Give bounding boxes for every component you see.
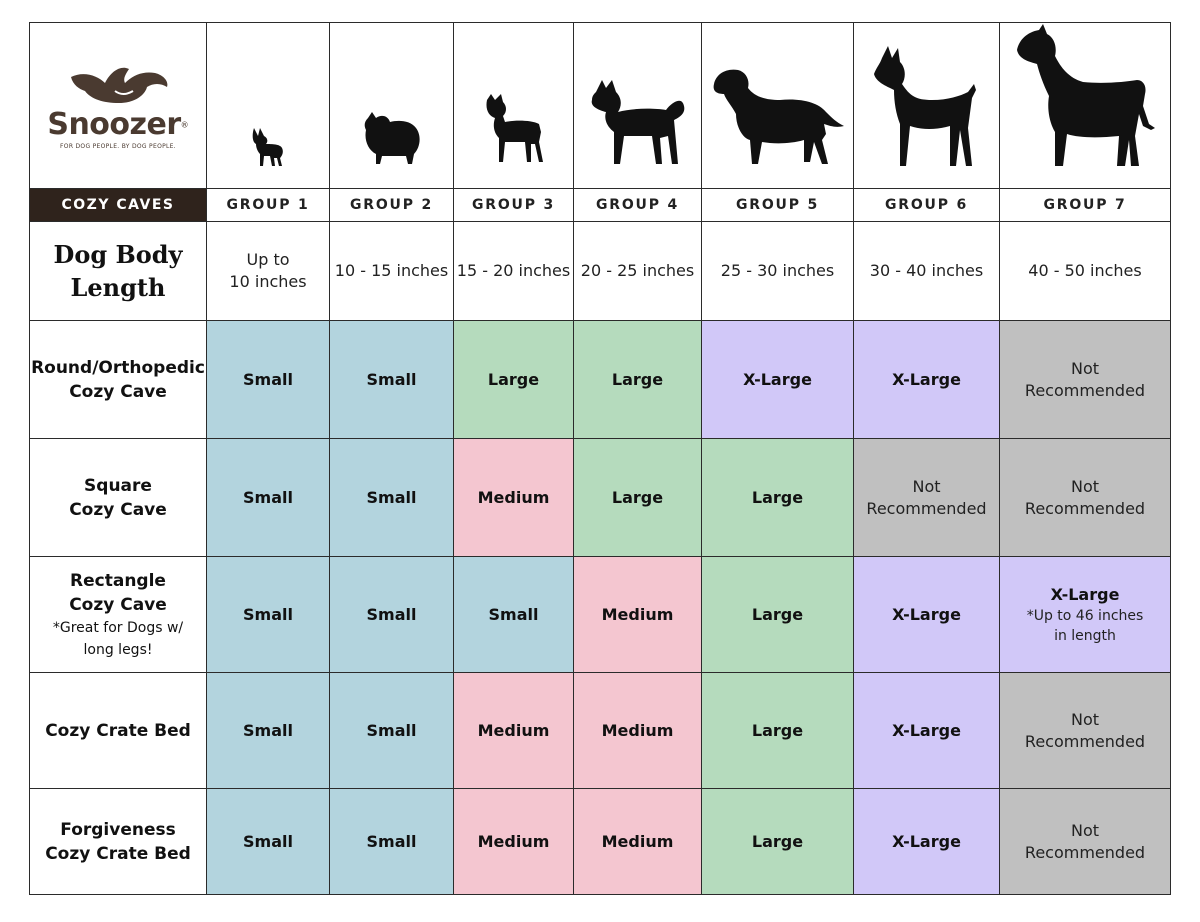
size-cell-group-5 — [702, 557, 854, 673]
length-group-1-line2: 10 inches — [229, 272, 307, 291]
size-label: X-Large — [1050, 584, 1120, 604]
size-label: Small — [243, 831, 293, 851]
product-row — [30, 673, 1171, 789]
group-4-header: GROUP 4 — [574, 189, 702, 222]
not-recommended-line2: Recommended — [1024, 498, 1146, 518]
product-name-note: *Great for Dogs w/ long legs! — [52, 619, 184, 658]
size-cell-group-5 — [702, 673, 854, 789]
great-dane-silhouette-icon — [1013, 24, 1157, 172]
size-label: Large — [751, 487, 804, 507]
product-rows — [30, 321, 1171, 895]
size-cell-group-4 — [574, 321, 702, 439]
body-length-label-line1: Dog Body — [53, 240, 183, 269]
size-chart-table — [29, 22, 1171, 895]
size-cell-group-7 — [1000, 789, 1171, 895]
boston-terrier-silhouette-icon — [479, 92, 549, 168]
product-name-line1: Cozy Crate Bed — [45, 720, 191, 741]
size-cell-group-4 — [574, 673, 702, 789]
logo-cell — [30, 23, 207, 189]
size-cell-group-2 — [330, 789, 454, 895]
size-cell-group-1 — [207, 673, 330, 789]
size-cell-group-7 — [1000, 557, 1171, 673]
length-group-3: 15 - 20 inches — [454, 222, 574, 321]
size-cell-group-7 — [1000, 321, 1171, 439]
size-cell-group-5 — [702, 789, 854, 895]
product-name-cell — [30, 439, 207, 557]
size-cell-group-3 — [454, 673, 574, 789]
group-1-header: GROUP 1 — [207, 189, 330, 222]
size-cell-group-2 — [330, 673, 454, 789]
size-label: Large — [611, 487, 664, 507]
not-recommended-line1: Not — [1070, 476, 1100, 496]
akita-silhouette-icon — [588, 76, 688, 172]
size-cell-group-3 — [454, 557, 574, 673]
size-label: Small — [366, 831, 417, 851]
length-group-1-line1: Up to — [246, 250, 290, 269]
size-cell-group-3 — [454, 321, 574, 439]
product-name-line2: Cozy Crate Bed — [45, 843, 191, 864]
not-recommended-line2: Recommended — [866, 498, 987, 518]
group-2-dog-cell — [330, 23, 454, 189]
size-cell-group-1 — [207, 789, 330, 895]
not-recommended-line1: Not — [1070, 820, 1100, 840]
size-label: Medium — [477, 720, 550, 740]
group-7-dog-cell — [1000, 23, 1171, 189]
product-name-line2: Cozy Cave — [69, 381, 167, 402]
product-name-line1: Round/Orthopedic — [31, 357, 205, 378]
size-cell-group-6 — [854, 321, 1000, 439]
group-7-header: GROUP 7 — [1000, 189, 1171, 222]
snoozer-dog-logo-icon — [63, 61, 173, 109]
product-row — [30, 439, 1171, 557]
brand-name: Snoozer — [47, 107, 181, 142]
size-label: Medium — [477, 831, 550, 851]
chihuahua-silhouette-icon — [248, 122, 288, 170]
size-cell-group-3 — [454, 439, 574, 557]
size-cell-group-2 — [330, 439, 454, 557]
size-label: Small — [366, 369, 417, 389]
group-6-header: GROUP 6 — [854, 189, 1000, 222]
size-cell-group-2 — [330, 321, 454, 439]
size-label: X-Large — [892, 369, 961, 389]
size-label: Small — [243, 720, 293, 740]
size-label: Large — [611, 369, 664, 389]
golden-retriever-silhouette-icon — [710, 66, 846, 170]
doberman-silhouette-icon — [872, 44, 982, 172]
product-row — [30, 557, 1171, 673]
size-note: *Up to 46 inches in length — [1026, 607, 1144, 644]
product-row — [30, 321, 1171, 439]
not-recommended-line1: Not — [912, 476, 941, 496]
length-group-1 — [207, 222, 330, 321]
body-length-label-line2: Length — [70, 273, 166, 302]
pomeranian-silhouette-icon — [360, 108, 424, 168]
size-cell-group-6 — [854, 673, 1000, 789]
size-cell-group-4 — [574, 557, 702, 673]
length-group-5: 25 - 30 inches — [702, 222, 854, 321]
length-group-6: 30 - 40 inches — [854, 222, 1000, 321]
size-cell-group-1 — [207, 557, 330, 673]
size-label: X-Large — [743, 369, 812, 389]
size-label: X-Large — [892, 831, 961, 851]
product-name-line1: Rectangle — [70, 570, 166, 591]
size-cell-group-1 — [207, 439, 330, 557]
size-label: Small — [243, 604, 293, 624]
size-label: X-Large — [892, 720, 961, 740]
group-3-dog-cell — [454, 23, 574, 189]
size-cell-group-4 — [574, 439, 702, 557]
group-header-row — [30, 189, 1171, 222]
size-label: Large — [487, 369, 540, 389]
size-cell-group-4 — [574, 789, 702, 895]
size-cell-group-6 — [854, 789, 1000, 895]
dog-silhouette-row — [30, 23, 1171, 189]
size-cell-group-1 — [207, 321, 330, 439]
size-label: Large — [751, 831, 804, 851]
size-cell-group-6 — [854, 557, 1000, 673]
product-name-line1: Square — [84, 475, 152, 496]
size-cell-group-2 — [330, 557, 454, 673]
size-label: Medium — [601, 831, 674, 851]
not-recommended-line2: Recommended — [1024, 842, 1146, 862]
product-name-cell — [30, 321, 207, 439]
size-label: Small — [488, 604, 539, 624]
size-cell-group-7 — [1000, 439, 1171, 557]
group-2-header: GROUP 2 — [330, 189, 454, 222]
size-label: X-Large — [892, 604, 961, 624]
product-name-line1: Forgiveness — [60, 819, 176, 840]
length-group-4: 20 - 25 inches — [574, 222, 702, 321]
not-recommended-line1: Not — [1070, 358, 1100, 378]
size-label: Large — [751, 604, 804, 624]
size-cell-group-7 — [1000, 673, 1171, 789]
size-label: Large — [751, 720, 804, 740]
body-length-row — [30, 222, 1171, 321]
length-group-2: 10 - 15 inches — [330, 222, 454, 321]
size-label: Medium — [601, 720, 674, 740]
product-name-cell — [30, 557, 207, 673]
size-cell-group-5 — [702, 439, 854, 557]
registered-mark: ® — [180, 120, 189, 130]
size-label: Medium — [601, 604, 674, 624]
size-cell-group-5 — [702, 321, 854, 439]
not-recommended-line2: Recommended — [1024, 380, 1146, 400]
product-name-line2: Cozy Cave — [69, 499, 167, 520]
size-label: Small — [366, 720, 417, 740]
group-6-dog-cell — [854, 23, 1000, 189]
group-5-header: GROUP 5 — [702, 189, 854, 222]
body-length-label-cell — [30, 222, 207, 321]
product-row — [30, 789, 1171, 895]
size-cell-group-3 — [454, 789, 574, 895]
size-cell-group-6 — [854, 439, 1000, 557]
group-3-header: GROUP 3 — [454, 189, 574, 222]
product-name-cell — [30, 789, 207, 895]
group-5-dog-cell — [702, 23, 854, 189]
product-name-cell — [30, 673, 207, 789]
not-recommended-line1: Not — [1070, 709, 1100, 729]
product-name-line2: Cozy Cave — [69, 594, 167, 615]
category-label: COZY CAVES — [30, 189, 207, 222]
size-label: Small — [366, 604, 417, 624]
size-label: Small — [243, 487, 293, 507]
group-4-dog-cell — [574, 23, 702, 189]
not-recommended-line2: Recommended — [1024, 731, 1146, 751]
size-label: Small — [243, 369, 293, 389]
size-label: Small — [366, 487, 417, 507]
group-1-dog-cell — [207, 23, 330, 189]
size-label: Medium — [477, 487, 550, 507]
brand-tagline: FOR DOG PEOPLE. BY DOG PEOPLE. — [60, 143, 176, 150]
length-group-7: 40 - 50 inches — [1000, 222, 1171, 321]
